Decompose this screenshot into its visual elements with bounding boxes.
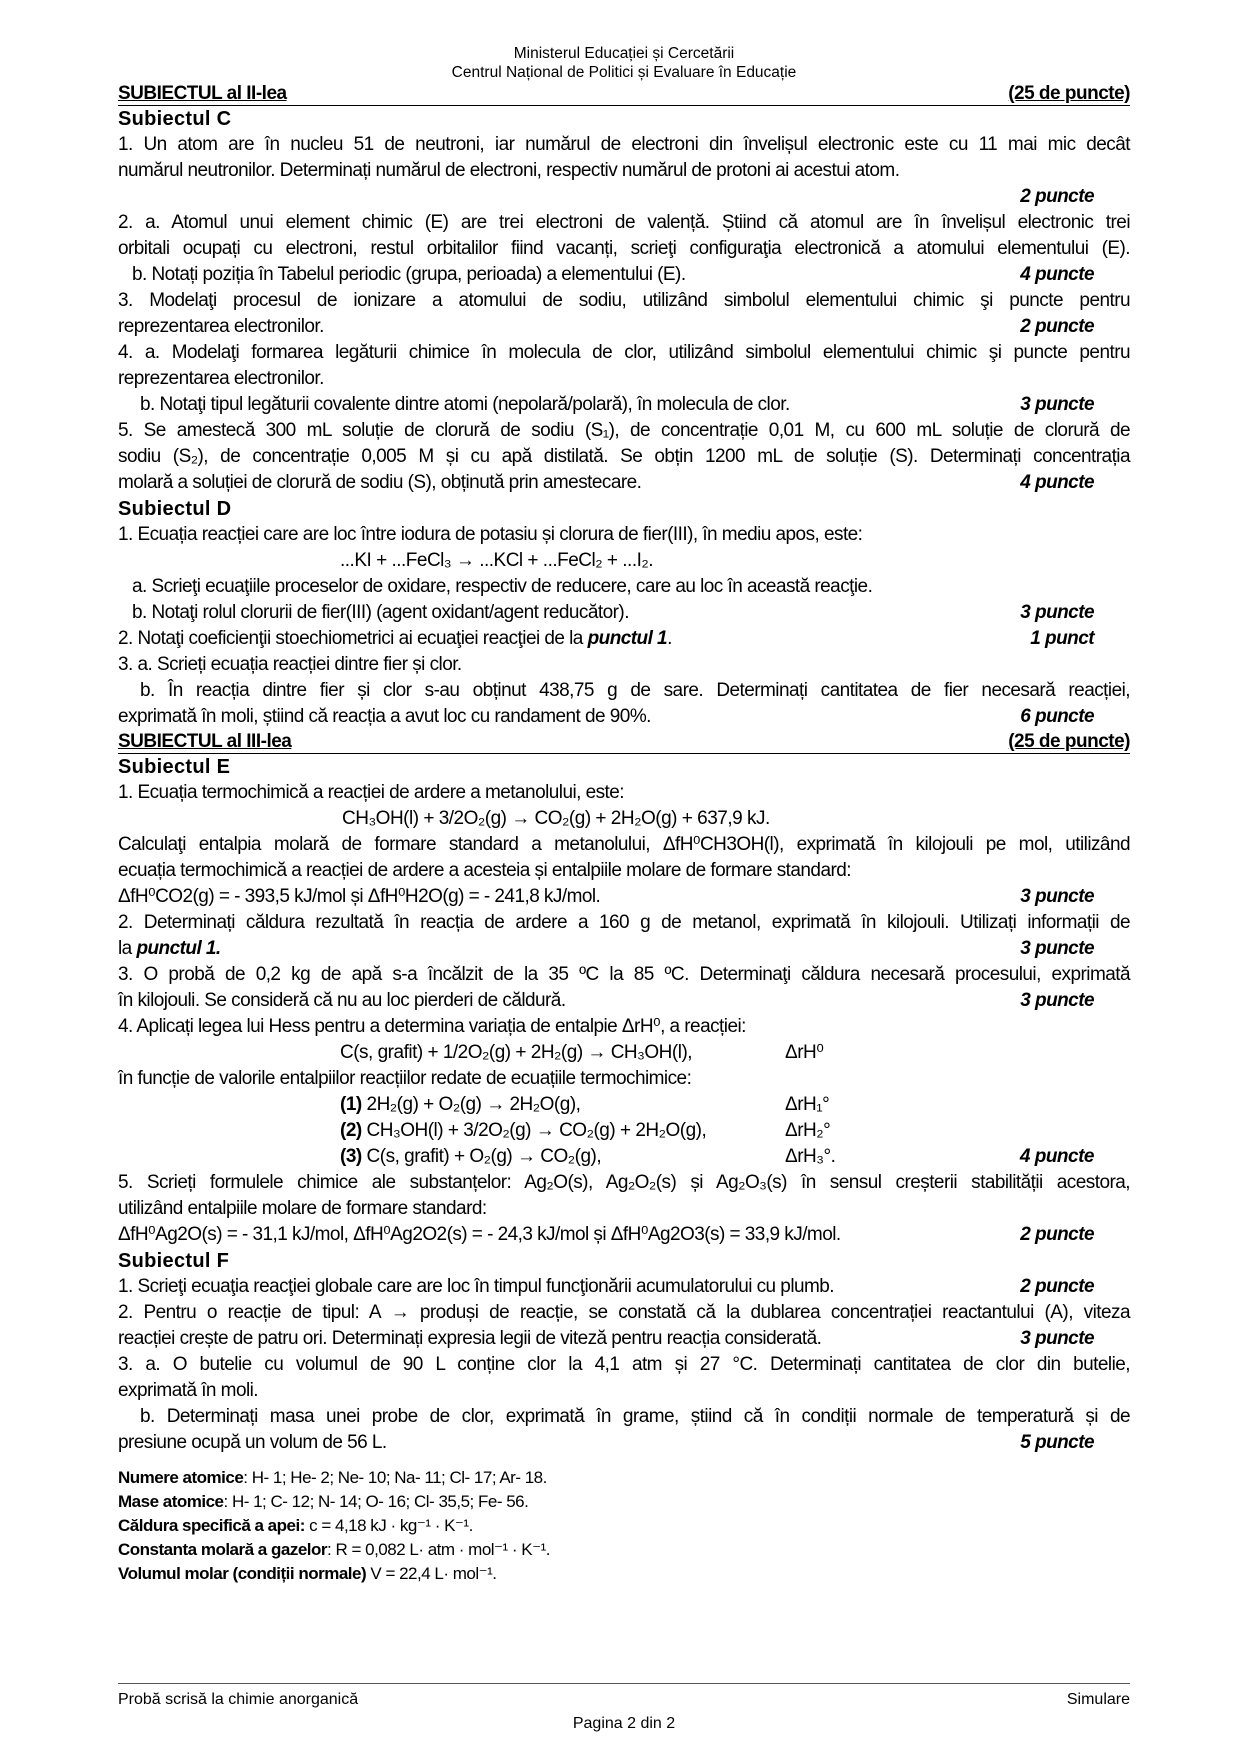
d-q2-text: 2. Notaţi coeficienţii stoechiometrici ai ecuaţiei reacţiei de la [118,628,583,649]
e-q5-line1: 5. Scrieți formulele chimice ale substanțelor: Ag₂O(s), Ag₂O₂(s) și Ag₂O₃(s) în sensul creșterii stabilității acestora, [118,1172,1130,1193]
f-q3b-line1: b. Determinați masa unei probe de clor, exprimată în grame, știind că în condiții normale de temperatură și de [140,1406,1130,1427]
d-q1b: b. Notaţi rolul clorurii de fier(III) (agent oxidant/agent reducător). [132,602,629,623]
const-molar-volume [118,1562,1130,1586]
d-q1a: a. Scrieţi ecuaţiile proceselor de oxidare, respectiv de reducere, care au loc în această reacţie. [132,576,873,597]
const-atomic-numbers-value: : H- 1; He- 2; Ne- 10; Na- 11; Cl- 17; Ar- 18. [243,1468,547,1487]
const-specific-heat [118,1514,1130,1538]
subject-e-title: Subiectul E [118,756,231,778]
e-q4-equation-text: C(s, grafit) + 1/2O₂(g) + 2H₂(g) → CH₃OH(l), [340,1042,693,1063]
thermo-eq-3-enthalpy: ΔrH₃°. [785,1146,836,1167]
const-atomic-numbers [118,1466,1130,1490]
const-atomic-masses-label: Mase atomice [118,1492,224,1511]
c-q3-line1: 3. Modelaţi procesul de ionizare a atomului de sodiu, utilizând simbolul elementului chimic şi puncte pentru [118,290,1130,311]
section-2-heading [118,82,1130,106]
e-q1-equation: CH₃OH(l) + 3/2O₂(g) → CO₂(g) + 2H₂O(g) + 637,9 kJ. [342,808,770,829]
section-3-points: (25 de puncte) [1008,731,1130,752]
c-q5-line3: molară a soluției de clorură de sodiu (S), obținută prin amestecare. [118,472,642,493]
c-q5-line1: 5. Se amestecă 300 mL soluție de clorură de sodiu (S₁), de concentrație 0,01 M, cu 600 mL soluție de clorură de [118,420,1130,441]
e-q1-points: 3 puncte [1020,886,1094,907]
c-q5-line2: sodiu (S₂), de concentrație 0,005 M și cu apă distilată. Se obțin 1200 mL de soluție (S). Determinați concentrația [118,446,1130,467]
d-q3b-line1: b. În reacția dintre fier și clor s-au obținut 438,75 g de sare. Determinați cantitatea de fier necesară reacției, [140,680,1130,701]
const-atomic-masses [118,1490,1130,1514]
const-molar-volume-value: V = 22,4 L· mol⁻¹. [370,1564,497,1583]
f-q2-points: 3 puncte [1020,1328,1094,1349]
d-q2-ref: punctul 1 [587,628,668,649]
f-q1-points: 2 puncte [1020,1276,1094,1297]
exam-page: Ministerul Educației și Cercetării Centrul Național de Politici și Evaluare în Educație SUBIECTUL al II-lea (25 de puncte) Subiectul C 1. Un atom are în nucleu 51 de neutroni, iar numărul de electroni din învelișul electronic este cu 11 mai mic decât numărul neutronilor. Determinați numărul de electroni, respectiv numărul de protoni ai acestui atom. 2 puncte 2. a. Atomul unui element chimic (E) are trei electroni de valență. Știind că atomul are în învelișul electronic trei orbitali ocupați cu electroni, restul orbitalilor fiind vacanți, scrieţi configuraţia electronică a atomului elementului (E). b. Notați poziția în Tabelul periodic (grupa, perioada) a elementului (E). 4 puncte 3. Modelaţi procesul de ionizare a atomului de sodiu, utilizând simbolul elementului chimic şi puncte pentru reprezentarea electronilor. 2 puncte 4. a. Modelaţi formarea legăturii chimice în molecula de clor, utilizând simbolul elementului chimic şi puncte pentru reprezentarea electronilor. b. Notaţi tipul legăturii covalente dintre atomi (nepolară/polară), în molecula de clor. 3 puncte 5. Se amestecă 300 mL soluție de clorură de sodiu (S₁), de concentrație 0,01 M, cu 600 mL soluție de clorură de sodiu (S₂), de concentrație 0,005 M și cu apă distilată. Se obțin 1200 mL de soluție (S). Determinați concentrația molară a soluției de clorură de sodiu (S), obținută prin amestecare. 4 puncte Subiectul D 1. Ecuația reacției care are loc între iodura de potasiu și clorura de fier(III), în mediu apos, este: ...KI + ...FeCl₃ → ...KCl + ...FeCl₂ + ...I₂. a. Scrieţi ecuaţiile proceselor de oxidare, respectiv de reducere, care au loc în această reacţie. b. Notaţi rolul clorurii de fier(III) (agent oxidant/agent reducător). 3 puncte 2. Notaţi coeficienţii stoechiometrici ai ecuaţiei reacţiei de la punctul 1. 1 punct 3. a. Scrieți ecuația reacției dintre fier și clor. b. În reacția dintre fier și clor s-au obținut 438,75 g de sare. Determinați cantitatea de fier necesară reacției, exprimată în moli, știind că reacția a avut loc cu randament de 90%. 6 puncte SUBIECTUL al III-lea (25 de puncte) Subiectul E 1. Ecuația termochimică a reacției de ardere a metanolului, este: CH₃OH(l) + 3/2O₂(g) → CO₂(g) + 2H₂O(g) + 637,9 kJ. Calculaţi entalpia molară de formare standard a metanolului, ΔfH⁰CH3OH(l), exprimată în kilojouli pe mol, utilizând ecuația termochimică a reacției de ardere a acesteia și entalpiile molare de formare standard: ΔfH⁰CO2(g) = - 393,5 kJ/mol și ΔfH⁰H2O(g) = - 241,8 kJ/mol. 3 puncte 2. Determinați căldura rezultată în reacția de ardere a 160 g de metanol, exprimată în kilojouli. Utilizați informații de la punctul 1. 3 puncte 3. O probă de 0,2 kg de apă s-a încălzit de la 35 ºC la 85 ºC. Determinaţi căldura necesară procesului, exprimată în kilojouli. Se consideră că nu au loc pierderi de căldură. 3 puncte 4. Aplicați legea lui Hess pentru a determina variația de entalpie ΔrH⁰, a reacției: C(s, grafit) + 1/2O₂(g) + 2H₂(g) → CH₃OH(l), ΔrH⁰ în funcție de valorile entalpiilor reacțiilor redate de ecuațiile termochimice: (1) 2H₂(g) + O₂(g) → 2H₂O(g), ΔrH₁° (2) CH₃OH(l) + 3/2O₂(g) → CO₂(g) + 2H₂O(g), ΔrH₂° (3) C(s, grafit) + O₂(g) → CO₂(g), ΔrH₃°. 4 puncte 5. Scrieți formulele chimice ale substanțelor: Ag₂O(s), Ag₂O₂(s) și Ag₂O₃(s) în sensul creșterii stabilității acestora, utilizând entalpiile molare de formare standard: ΔfH⁰Ag2O(s) = - 31,1 kJ/mol, ΔfH⁰Ag2O2(s) = - 24,3 kJ/mol și ΔfH⁰Ag2O3(s) = 33,9 kJ/mol. 2 puncte Subiectul F 1. Scrieţi ecuaţia reacţiei globale care are loc în timpul funcţionării acumulatorului cu plumb. 2 puncte 2. Pentru o reacție de tipul: A → produși de reacție, se constată că la dublarea concentrației reactantului (A), viteza reacției crește de patru ori. Determinați expresia legii de viteză pentru reacția considerată. 3 puncte 3. a. O butelie cu volumul de 90 L conține clor la 4,1 atm și 27 °C. Determinați cantitatea de clor din butelie, exprimată în moli. b. Determinați masa unei probe de clor, exprimată în grame, știind că în condiții normale de temperatură și de presiune ocupă un volum de 56 L. 5 puncte Numere atomice: H- 1; He- 2; Ne- 10; Na- 11; Cl- 17; Ar- 18. Mase atomice: H- 1; C- 12; N- 14; O- 16; Cl- 35,5; Fe- 56. Căldura specifică a apei: c = 4,18 kJ · kg⁻¹ · K⁻¹. Constanta molară a gazelor: R = 0,082 L· atm · mol⁻¹ · K⁻¹. Volumul molar (condiții normale) V = 22,4 L· mol⁻¹. [118,44,1130,1586]
f-q3b-line2: presiune ocupă un volum de 56 L. [118,1432,387,1453]
e-q4-equation [118,1040,1130,1066]
section-2-title: SUBIECTUL al II-lea [118,83,287,104]
thermo-eq-3-number: (3) [340,1146,362,1167]
e-q5-line3: ΔfH⁰Ag2O(s) = - 31,1 kJ/mol, ΔfH⁰Ag2O2(s) = - 24,3 kJ/mol și ΔfH⁰Ag2O3(s) = 33,9 kJ/mol. [118,1224,841,1245]
const-atomic-masses-value: : H- 1; C- 12; N- 14; O- 16; Cl- 35,5; Fe- 56. [223,1492,529,1511]
c-q5-points: 4 puncte [1020,472,1094,493]
c-q4b-text: b. Notaţi tipul legăturii covalente dintre atomi (nepolară/polară), în molecula de clor. [140,394,790,415]
e-q2-line1: 2. Determinați căldura rezultată în reacția de ardere a 160 g de metanol, exprimată în kilojouli. Utilizați informații de [118,912,1130,933]
e-q3-line1: 3. O probă de 0,2 kg de apă s-a încălzit de la 35 ºC la 85 ºC. Determinaţi căldura necesară procesului, exprimată [118,964,1130,985]
thermo-eq-3 [118,1144,1130,1170]
c-q4a-line2: reprezentarea electronilor. [118,368,324,389]
section-3-heading [118,730,1130,754]
section-2-points: (25 de puncte) [1008,83,1130,104]
c-q3-points: 2 puncte [1020,316,1094,337]
d-q1-equation: ...KI + ...FeCl₃ → ...KCl + ...FeCl₂ + ...I₂. [340,550,654,571]
e-q1-line5: ΔfH⁰CO2(g) = - 393,5 kJ/mol și ΔfH⁰H2O(g) = - 241,8 kJ/mol. [118,886,601,907]
d-q3b-line2: exprimată în moli, știind că reacția a avut loc cu randament de 90%. [118,706,651,727]
footer-page-number: Pagina 2 din 2 [572,1715,676,1732]
header [118,44,1130,82]
c-q3-line2: reprezentarea electronilor. [118,316,324,337]
subject-c-title: Subiectul C [118,108,232,130]
c-q4a-line1: 4. a. Modelaţi formarea legăturii chimice în molecula de clor, utilizând simbolul elementului chimic şi puncte pentru [118,342,1130,363]
d-q1-points: 3 puncte [1020,602,1094,623]
thermo-eq-1 [118,1092,1130,1118]
e-q2-points: 3 puncte [1020,938,1094,959]
section-3-title: SUBIECTUL al III-lea [118,731,292,752]
const-atomic-numbers-label: Numere atomice [118,1468,244,1487]
thermo-eq-2-enthalpy: ΔrH₂° [785,1120,831,1141]
c-q1-points: 2 puncte [1020,186,1094,207]
c-q4-points: 3 puncte [1020,394,1094,415]
f-q2-line1: 2. Pentru o reacție de tipul: A → produși de reacție, se constată că la dublarea concentrației reactantului (A), viteza [118,1302,1130,1323]
d-q3a: 3. a. Scrieți ecuația reacției dintre fier și clor. [118,654,462,675]
const-specific-heat-label: Căldura specifică a apei: [118,1516,305,1535]
c-q2a-line2: orbitali ocupați cu electroni, restul orbitalilor fiind vacanți, scrieţi configuraţia electronică a atomului elementului (E). [118,238,1130,259]
thermo-eq-2 [118,1118,1130,1144]
e-q4-points: 4 puncte [1019,1146,1094,1167]
f-q3-points: 5 puncte [1020,1432,1094,1453]
c-q2b [118,262,1130,288]
c-q2a-line1: 2. a. Atomul unui element chimic (E) are trei electroni de valență. Știind că atomul are în învelișul electronic trei [118,212,1130,233]
footer-exam-name: Probă scrisă la chimie anorganică [118,1691,359,1708]
thermo-eq-2-number: (2) [340,1120,362,1141]
e-q5-line2: utilizând entalpiile molare de formare standard: [118,1198,487,1219]
footer-divider [118,1683,1130,1684]
thermo-eq-1-text: 2H₂(g) + O₂(g) → 2H₂O(g), [366,1094,581,1115]
f-q1: 1. Scrieţi ecuaţia reacţiei globale care are loc în timpul funcţionării acumulatorului cu plumb. [118,1276,835,1297]
e-q1-line3: Calculaţi entalpia molară de formare standard a metanolului, ΔfH⁰CH3OH(l), exprimată în kilojouli pe mol, utilizând [118,834,1130,855]
subject-d-title: Subiectul D [118,498,232,520]
header-ministry: Ministerul Educației și Cercetării [513,45,735,62]
e-q4-equation-enthalpy: ΔrH⁰ [785,1042,824,1063]
const-gas-constant [118,1538,1130,1562]
footer-simulation: Simulare [1066,1691,1130,1708]
e-q1-line1: 1. Ecuația termochimică a reacției de ardere a metanolului, este: [118,782,625,803]
const-gas-constant-label: Constanta molară a gazelor [118,1540,328,1559]
d-q3-points: 6 puncte [1020,706,1094,727]
header-center: Centrul Național de Politici și Evaluare în Educație [451,64,797,81]
d-q2-points: 1 punct [1030,628,1094,649]
f-q3a-line1: 3. a. O butelie cu volumul de 90 L conține clor la 4,1 atm și 27 °C. Determinați cantitatea de clor din butelie, [118,1354,1130,1375]
c-q2-points: 4 puncte [1020,264,1094,285]
subject-f-title: Subiectul F [118,1250,230,1272]
const-molar-volume-label: Volumul molar (condiții normale) [118,1564,367,1583]
thermo-eq-1-number: (1) [340,1094,362,1115]
thermo-eq-1-enthalpy: ΔrH₁° [785,1094,830,1115]
d-q1-line1: 1. Ecuația reacției care are loc între iodura de potasiu și clorura de fier(III), în mediu apos, este: [118,524,863,545]
thermo-eq-2-text: CH₃OH(l) + 3/2O₂(g) → CO₂(g) + 2H₂O(g), [366,1120,707,1141]
e-q2-line2: la [118,938,132,959]
f-q3a-line2: exprimată în moli. [118,1380,259,1401]
c-q2b-text: b. Notați poziția în Tabelul periodic (grupa, perioada) a elementului (E). [132,264,686,285]
c-q1-line2: numărul neutronilor. Determinați numărul de electroni, respectiv numărul de protoni ai acestui atom. [118,160,900,181]
const-gas-constant-value: : R = 0,082 L· atm · mol⁻¹ · K⁻¹. [327,1540,550,1559]
e-q3-line2: în kilojouli. Se consideră că nu au loc pierderi de căldură. [118,990,566,1011]
const-specific-heat-value: c = 4,18 kJ · kg⁻¹ · K⁻¹. [309,1516,473,1535]
e-q5-points: 2 puncte [1020,1224,1094,1245]
e-q4-line3: în funcție de valorile entalpiilor reacțiilor redate de ecuațiile termochimice: [118,1068,692,1089]
f-q2-line2: reacției crește de patru ori. Determinați expresia legii de viteză pentru reacția considerată. [118,1328,822,1349]
e-q4-line1: 4. Aplicați legea lui Hess pentru a determina variația de entalpie ΔrH⁰, a reacției: [118,1016,746,1037]
e-q3-points: 3 puncte [1020,990,1094,1011]
thermo-eq-3-text: C(s, grafit) + O₂(g) → CO₂(g), [366,1146,602,1167]
e-q1-line4: ecuația termochimică a reacției de ardere a acesteia și entalpiile molare de formare standard: [118,860,851,881]
e-q2-ref: punctul 1. [136,938,221,959]
c-q1-line1: 1. Un atom are în nucleu 51 de neutroni, iar numărul de electroni din învelișul electronic este cu 11 mai mic decât [118,134,1130,155]
